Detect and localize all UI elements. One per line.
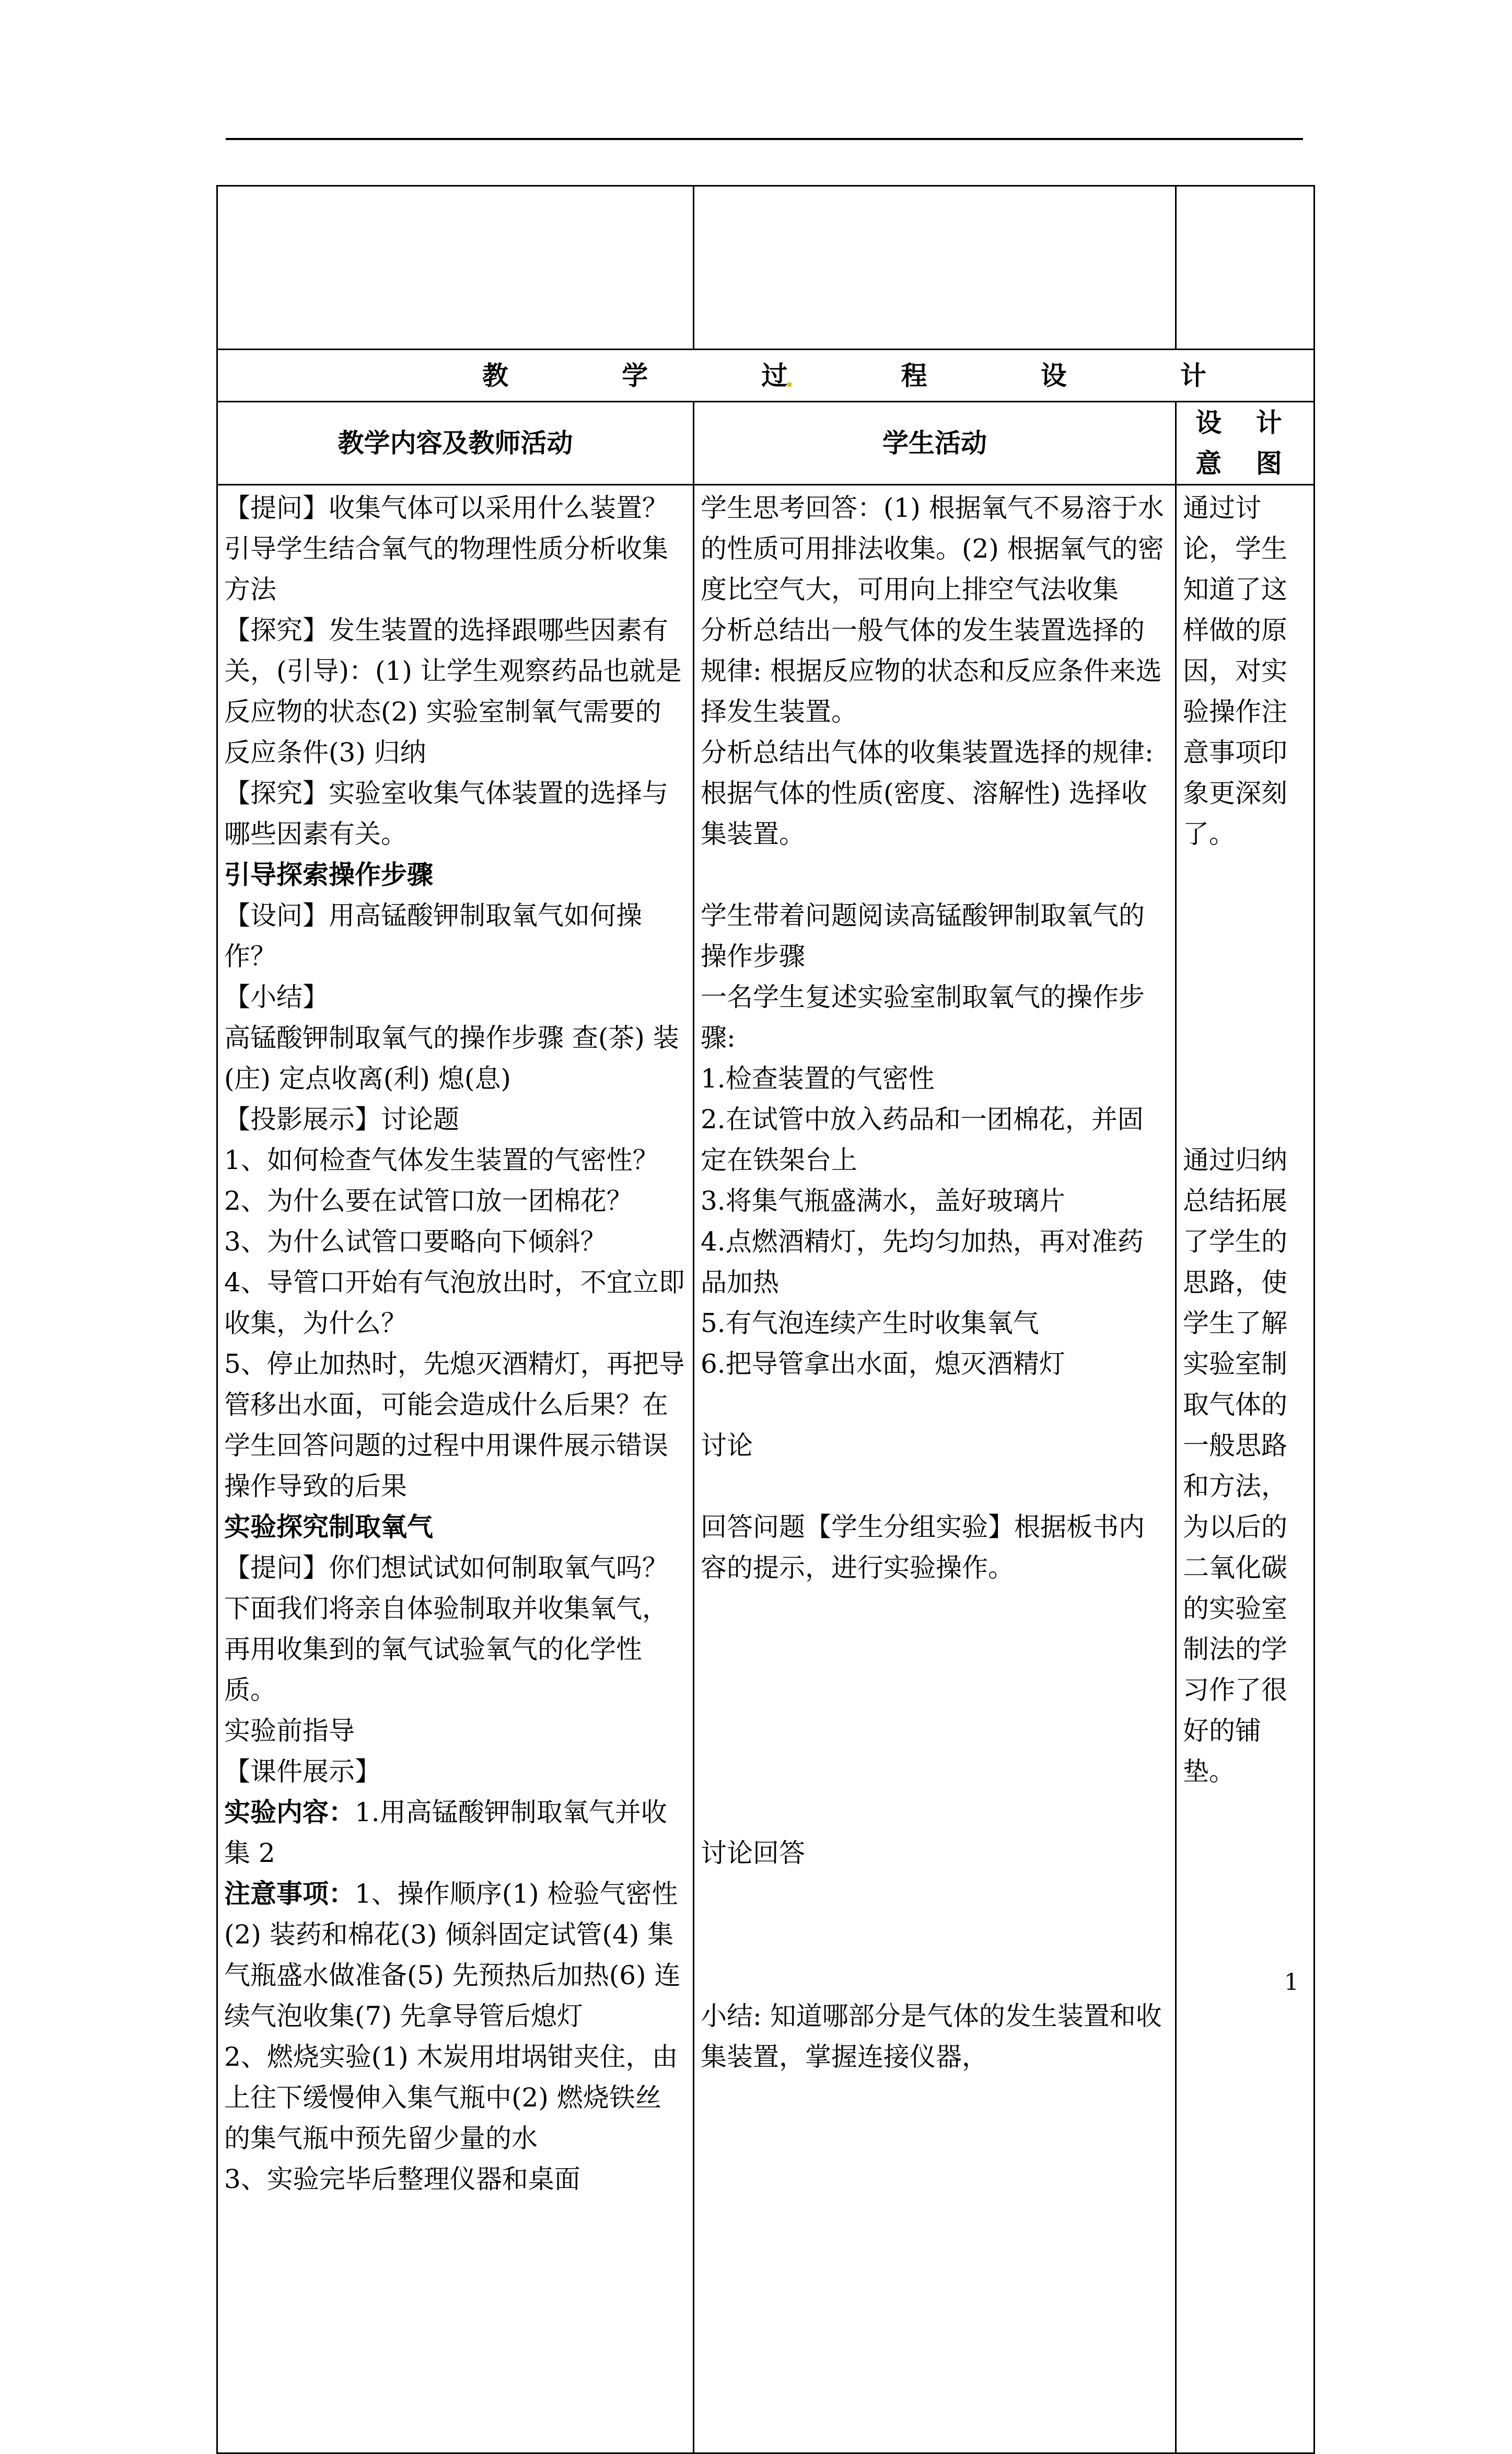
paragraph: 通过讨论，学生知道了这样做的原因，对实验操作注意事项印象更深刻了。 (1183, 493, 1287, 849)
paragraph: 分析总结出一般气体的发生装置选择的规律: 根据反应物的状态和反应条件来选择发生装置。 (701, 615, 1162, 727)
question-item: 2、为什么要在试管口放一团棉花？ (224, 1186, 633, 1216)
experiment-content: 实验内容：1.用高锰酸钾制取氧气并收集 2 (224, 1797, 667, 1868)
lesson-plan-table (216, 185, 1315, 2454)
paragraph: 分析总结出气体的收集装置选择的规律: 根据气体的性质(密度、溶解性) 选择收集装置。 (701, 737, 1154, 849)
step-item: 4.点燃酒精灯，先均匀加热，再对准药品加热 (701, 1226, 1144, 1298)
paragraph: 【提问】你们想试试如何制取氧气吗？下面我们将亲自体验制取并收集氧气，再用收集到的氧气试验氧气的化学性质。 (224, 1553, 668, 1705)
step-item: 1.检查装置的气密性 (701, 1063, 935, 1094)
paragraph: 学生思考回答：(1) 根据氧气不易溶于水的性质可用排法收集。(2) 根据氧气的密度比空气大，可用向上排空气法收集 (701, 493, 1164, 605)
column-header-row (217, 402, 1315, 485)
question-item: 1、如何检查气体发生装置的气密性？ (224, 1145, 659, 1175)
paragraph: 一名学生复述实验室制取氧气的操作步骤: (701, 982, 1145, 1053)
section-title (218, 355, 1313, 396)
paragraph: 【探究】发生装置的选择跟哪些因素有关，(引导)：(1) 让学生观察药品也就是反应物的状态(2) 实验室制氧气需要的反应条件(3) 归纳 (224, 615, 682, 768)
paragraph: 高锰酸钾制取氧气的操作步骤 查(茶) 装(庄) 定点收离(利) 熄(息) (224, 1023, 679, 1094)
subheading: 实验探究制取氧气 (224, 1511, 433, 1542)
paragraph: 讨论 (701, 1430, 753, 1461)
paragraph: 【小结】 (224, 982, 329, 1012)
question-item: 4、导管口开始有气泡放出时，不宜立即收集，为什么？ (224, 1267, 685, 1338)
paragraph: 【课件展示】 (224, 1756, 381, 1787)
paragraph: 3、实验完毕后整理仪器和桌面 (224, 2164, 580, 2194)
step-item: 3.将集气瓶盛满水，盖好玻璃片 (701, 1186, 1065, 1216)
question-item: 5、停止加热时，先熄灭酒精灯，再把导管移出水面，可能会造成什么后果？在学生回答问题的过程中用课件展示错误操作导致的后果 (224, 1349, 685, 1501)
step-item: 6.把导管拿出水面，熄灭酒精灯 (701, 1349, 1065, 1379)
section-title-cell (217, 350, 1315, 402)
paragraph: 回答问题【学生分组实验】根据板书内容的提示，进行实验操作。 (701, 1512, 1145, 1583)
paragraph: 【探究】实验室收集气体装置的选择与哪些因素有关。 (224, 778, 668, 849)
paragraph: 小结: 知道哪部分是气体的发生装置和收集装置，掌握连接仪器， (701, 2001, 1162, 2072)
empty-cell-3 (1176, 186, 1315, 350)
page-number: 1 (1284, 1969, 1299, 1996)
title-char: 教 (482, 360, 508, 391)
header-rule (226, 138, 1303, 140)
step-item: 2.在试管中放入药品和一团棉花，并固定在铁架台上 (701, 1104, 1144, 1175)
header-student-activity: 学生活动 (694, 402, 1176, 485)
header-teacher-activity: 教学内容及教师活动 (217, 402, 694, 485)
paragraph: 【设问】用高锰酸钾制取氧气如何操作？ (224, 900, 642, 971)
paragraph: 通过归纳总结拓展了学生的思路，使学生了解实验室制取气体的一般思路和方法，为以后的二氧化碳的实验室制法的学习作了很好的铺垫。 (1183, 1145, 1287, 1787)
paragraph: 实验前指导 (224, 1716, 355, 1746)
title-char: 学 (622, 360, 648, 391)
subheading: 引导探索操作步骤 (224, 859, 433, 890)
section-title-row (217, 350, 1315, 402)
paragraph: 2、燃烧实验(1) 木炭用坩埚钳夹住，由上往下缓慢伸入集气瓶中(2) 燃烧铁丝的集气瓶中预先留少量的水 (224, 2042, 678, 2154)
student-activity-cell (694, 485, 1176, 2453)
precautions: 注意事项：1、操作顺序(1) 检验气密性(2) 装药和棉花(3) 倾斜固定试管(4) 集气瓶盛水做准备(5) 先预热后加热(6) 连续气泡收集(7) 先拿导管后熄灯 (224, 1878, 681, 2031)
scan-artifact-dot (787, 383, 792, 387)
teacher-activity-cell (217, 485, 694, 2453)
step-item: 5.有气泡连续产生时收集氧气 (701, 1308, 1039, 1338)
header-design-intent: 设 计 意 图 (1176, 402, 1315, 485)
paragraph: 学生带着问题阅读高锰酸钾制取氧气的操作步骤 (701, 900, 1145, 971)
paragraph: 讨论回答 (701, 1838, 805, 1868)
title-char: 过 (761, 360, 788, 391)
content-row (217, 485, 1315, 2453)
question-item: 3、为什么试管口要略向下倾斜？ (224, 1226, 607, 1257)
design-intent-cell (1176, 485, 1315, 2453)
title-char: 计 (1180, 360, 1206, 391)
empty-cell-2 (694, 186, 1176, 350)
paragraph: 【提问】收集气体可以采用什么装置？引导学生结合氧气的物理性质分析收集方法 (224, 493, 668, 605)
paragraph: 【投影展示】讨论题 (224, 1104, 459, 1135)
empty-top-row (217, 186, 1315, 350)
empty-cell-1 (217, 186, 694, 350)
title-char: 程 (901, 360, 927, 391)
title-char: 设 (1040, 360, 1067, 391)
